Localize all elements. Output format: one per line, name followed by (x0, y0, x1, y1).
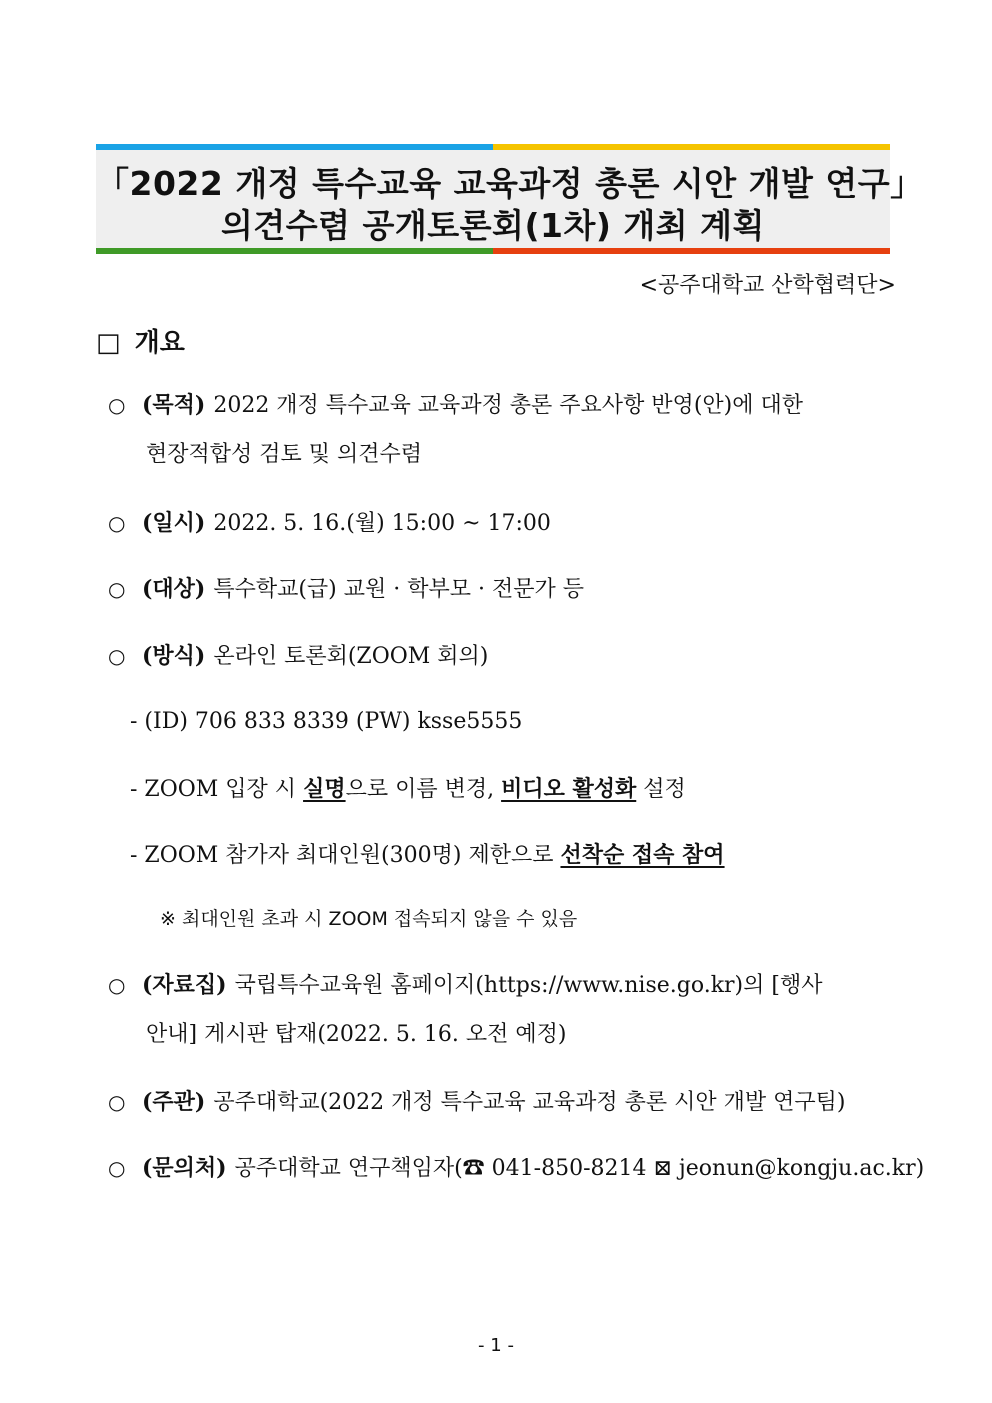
bullet-circle-icon: ○ (108, 511, 126, 535)
item-text: 2022 개정 특수교육 교육과정 총론 주요사항 반영(안)에 대한 (213, 393, 803, 418)
title-bar-yellow (493, 144, 890, 150)
item-method (108, 643, 488, 670)
zoom-capacity-note: ※ 최대인원 초과 시 ZOOM 접속되지 않을 수 있음 (160, 908, 578, 930)
title-box (96, 144, 924, 254)
item-label: (자료집) (142, 972, 227, 998)
item-text: 공주대학교(2022 개정 특수교육 교육과정 총론 시안 개발 연구팀) (213, 1090, 846, 1115)
bullet-circle-icon: ○ (108, 1156, 126, 1180)
bullet-circle-icon: ○ (108, 1090, 126, 1114)
bullet-circle-icon: ○ (108, 577, 126, 601)
item-text: 국립특수교육원 홈페이지(https://www.nise.go.kr)의 [행사 (234, 973, 823, 998)
item-text: 공주대학교 연구책임자(☎ 041-850-8214 ⊠ jeonun@kongju.ac.kr) (234, 1156, 925, 1181)
item-purpose (108, 392, 803, 419)
title-bar-red (493, 248, 890, 254)
zoom-rename-instruction (130, 776, 686, 803)
document-title-line2: 의견수렴 공개토론회(1차) 개최 계획 (221, 206, 765, 245)
item-materials (108, 972, 822, 999)
zoom-capacity-instruction (130, 842, 725, 869)
bullet-circle-icon: ○ (108, 973, 126, 997)
item-label: (목적) (142, 392, 206, 418)
title-bar-green (96, 248, 493, 254)
organizer-tag: <공주대학교 산학협력단> (639, 273, 896, 298)
page-number: - 1 - (478, 1335, 514, 1356)
text-segment: - ZOOM 참가자 최대인원(300명) 제한으로 (130, 843, 561, 868)
emphasis-first-come: 선착순 접속 참여 (560, 842, 725, 868)
emphasis-real-name: 실명 (303, 776, 346, 802)
item-date (108, 510, 551, 537)
item-label: (주관) (142, 1089, 206, 1115)
item-text: 온라인 토론회(ZOOM 회의) (213, 644, 489, 669)
item-host (108, 1089, 845, 1116)
item-text: 특수학교(급) 교원 · 학부모 · 전문가 등 (213, 577, 584, 602)
item-target (108, 576, 584, 603)
title-bar-blue (96, 144, 493, 150)
item-label: (방식) (142, 643, 206, 669)
bullet-circle-icon: ○ (108, 644, 126, 668)
document-title-line1: 「2022 개정 특수교육 교육과정 총론 시안 개발 연구」 (96, 164, 924, 203)
text-segment: - ZOOM 입장 시 (130, 777, 304, 802)
section-heading (96, 322, 185, 359)
text-segment: 설정 (636, 777, 686, 802)
checkbox-square-icon: □ (96, 328, 121, 358)
item-text: 2022. 5. 16.(월) 15:00 ~ 17:00 (213, 511, 551, 536)
zoom-id-password: - (ID) 706 833 8339 (PW) ksse5555 (130, 709, 523, 734)
item-label: (일시) (142, 510, 206, 536)
bullet-circle-icon: ○ (108, 393, 126, 417)
item-materials-continued: 안내] 게시판 탑재(2022. 5. 16. 오전 예정) (146, 1022, 567, 1047)
emphasis-video-on: 비디오 활성화 (501, 776, 637, 802)
item-label: (문의처) (142, 1155, 227, 1181)
item-purpose-continued: 현장적합성 검토 및 의견수렴 (146, 442, 423, 467)
text-segment: 으로 이름 변경, (345, 777, 502, 802)
item-label: (대상) (142, 576, 206, 602)
section-title: 개요 (134, 328, 185, 358)
item-contact (108, 1155, 924, 1182)
